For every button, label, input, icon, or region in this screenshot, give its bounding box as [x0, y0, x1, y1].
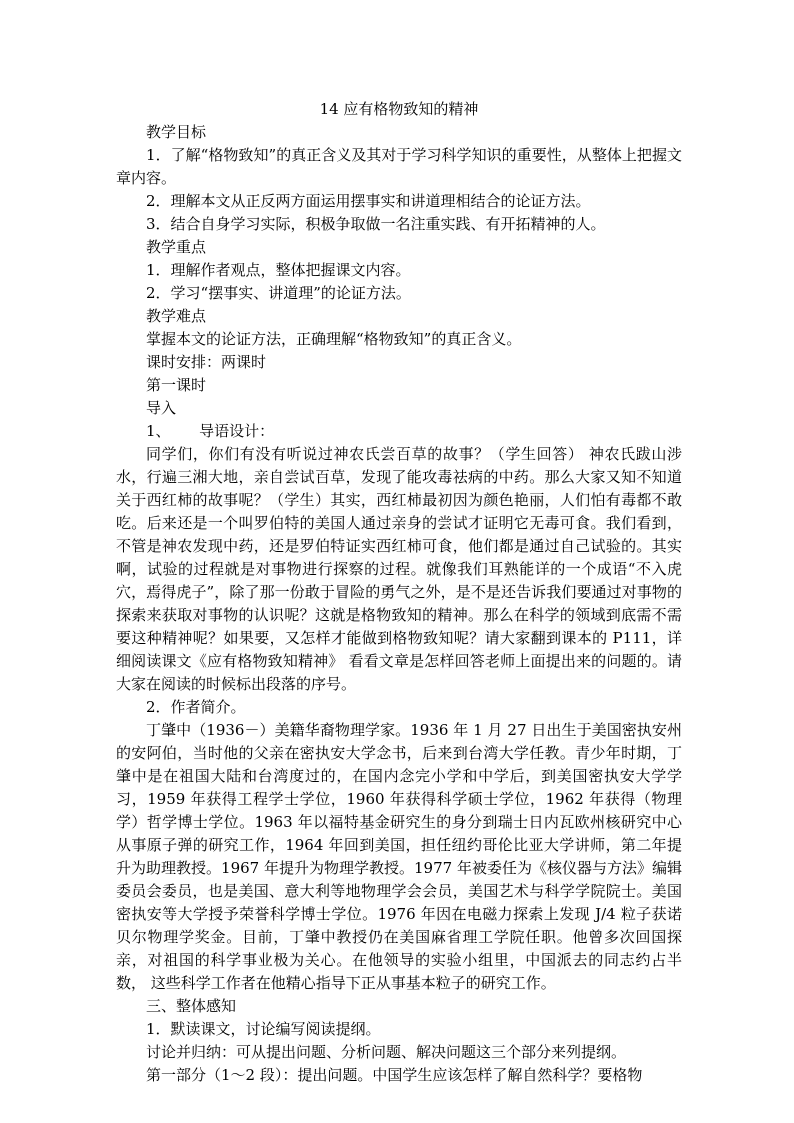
first-lesson-heading: 第一课时 — [146, 376, 207, 394]
intro-design-heading: 1、 导语设计： — [146, 422, 275, 440]
key-point-item-2: 2．学习“摆事实、讲道理”的论证方法。 — [146, 284, 411, 302]
overall-task-1: 1．默读课文，讨论编写阅读提纲。 — [146, 1020, 381, 1038]
overall-perception-heading: 三、整体感知 — [146, 997, 237, 1015]
author-intro-heading: 2．作者简介。 — [146, 698, 246, 716]
goal-item-3: 3．结合自身学习实际，积极争取做一名注重实践、有开拓精神的人。 — [146, 215, 606, 233]
intro-design-paragraph: 同学们，你们有没有听说过神农氏尝百草的故事？（学生回答） 神农氏跋山涉水，行遍三湘大地，亲自尝试百草，发现了能攻毒祛病的中药。那么大家又知不知道关于西红柿的故事呢？（学生）其实，西红柿最初因为颜色艳丽，人们怕有毒都不敢吃。后来还是一个叫罗伯特的美国人通过亲身的尝试才证明它无毒可食。我们看到，不管是神农发现中药，还是罗伯特证实西红柿可食，他们都是通过自己试验的。其实啊，试验的过程就是对事物进行探察的过程。就像我们耳熟能详的一个成语“不入虎穴，焉得虎子”，除了那一份敢于冒险的勇气之外，是不是还告诉我们要通过对事物的探索来获取对事物的认识呢？这就是格物致知的精神。那么在科学的领域到底需不需要这种精神呢？如果要，又怎样才能做到格物致知呢？请大家翻到课本的 P111，详细阅读课文《应有格物致知精神》 看看文章是怎样回答老师上面提出来的问题的。请大家在阅读的时候标出段落的序号。 — [116, 445, 682, 693]
document-title: 14 应有格物致知的精神 — [319, 100, 479, 118]
author-intro-paragraph: 丁肇中（1936－）美籍华裔物理学家。1936 年 1 月 27 日出生于美国密执安州的安阿伯，当时他的父亲在密执安大学念书，后来到台湾大学任教。青少年时期，丁肇中是在祖国大陆和台湾度过的，在国内念完小学和中学后，到美国密执安大学学习，1959 年获得工程学士学位，1960 年获得科学硕士学位，1962 年获得（物理学）哲学博士学位。1963 年以福特基金研究生的身分到瑞士日内瓦欧州核研究中心从事原子弹的研究工作，1964 年回到美国，担任纽约哥伦比亚大学讲师，第二年提升为助理教授。1967 年提升为物理学教授。1977 年被委任为《核仪器与方法》编辑委员会委员，也是美国、意大利等地物理学会会员，美国艺术与科学学院院士。美国密执安等大学授予荣誉科学博士学位。1976 年因在电磁力探索上发现 J/4 粒子获诺贝尔物理学奖金。目前，丁肇中教授仍在美国麻省理工学院任职。他曾多次回国探亲，对祖国的科学事业极为关心。在他领导的实验小组里，中国派去的同志约占半数， 这些科学工作者在他精心指导下正从事基本粒子的研究工作。 — [116, 721, 682, 992]
introduction-heading: 导入 — [146, 399, 177, 417]
section-heading-teaching-goals: 教学目标 — [146, 123, 207, 141]
part-one-outline: 第一部分（1～2 段）：提出问题。中国学生应该怎样了解自然科学？要格物 — [146, 1066, 643, 1084]
key-point-item-1: 1．理解作者观点，整体把握课文内容。 — [146, 261, 411, 279]
document-page — [116, 98, 682, 1087]
goal-item-1: 1．了解“格物致知”的真正含义及其对于学习科学知识的重要性，从整体上把握文章内容。 — [116, 146, 682, 187]
goal-item-2: 2．理解本文从正反两方面运用摆事实和讲道理相结合的论证方法。 — [146, 192, 591, 210]
discussion-summary: 讨论并归纳：可从提出问题、分析问题、解决问题这三个部分来列提纲。 — [146, 1043, 627, 1061]
section-heading-key-points: 教学重点 — [146, 238, 207, 256]
section-heading-difficulties: 教学难点 — [146, 307, 207, 325]
difficulty-item: 掌握本文的论证方法，正确理解“格物致知”的真正含义。 — [146, 330, 522, 348]
class-schedule: 课时安排：两课时 — [146, 353, 267, 371]
